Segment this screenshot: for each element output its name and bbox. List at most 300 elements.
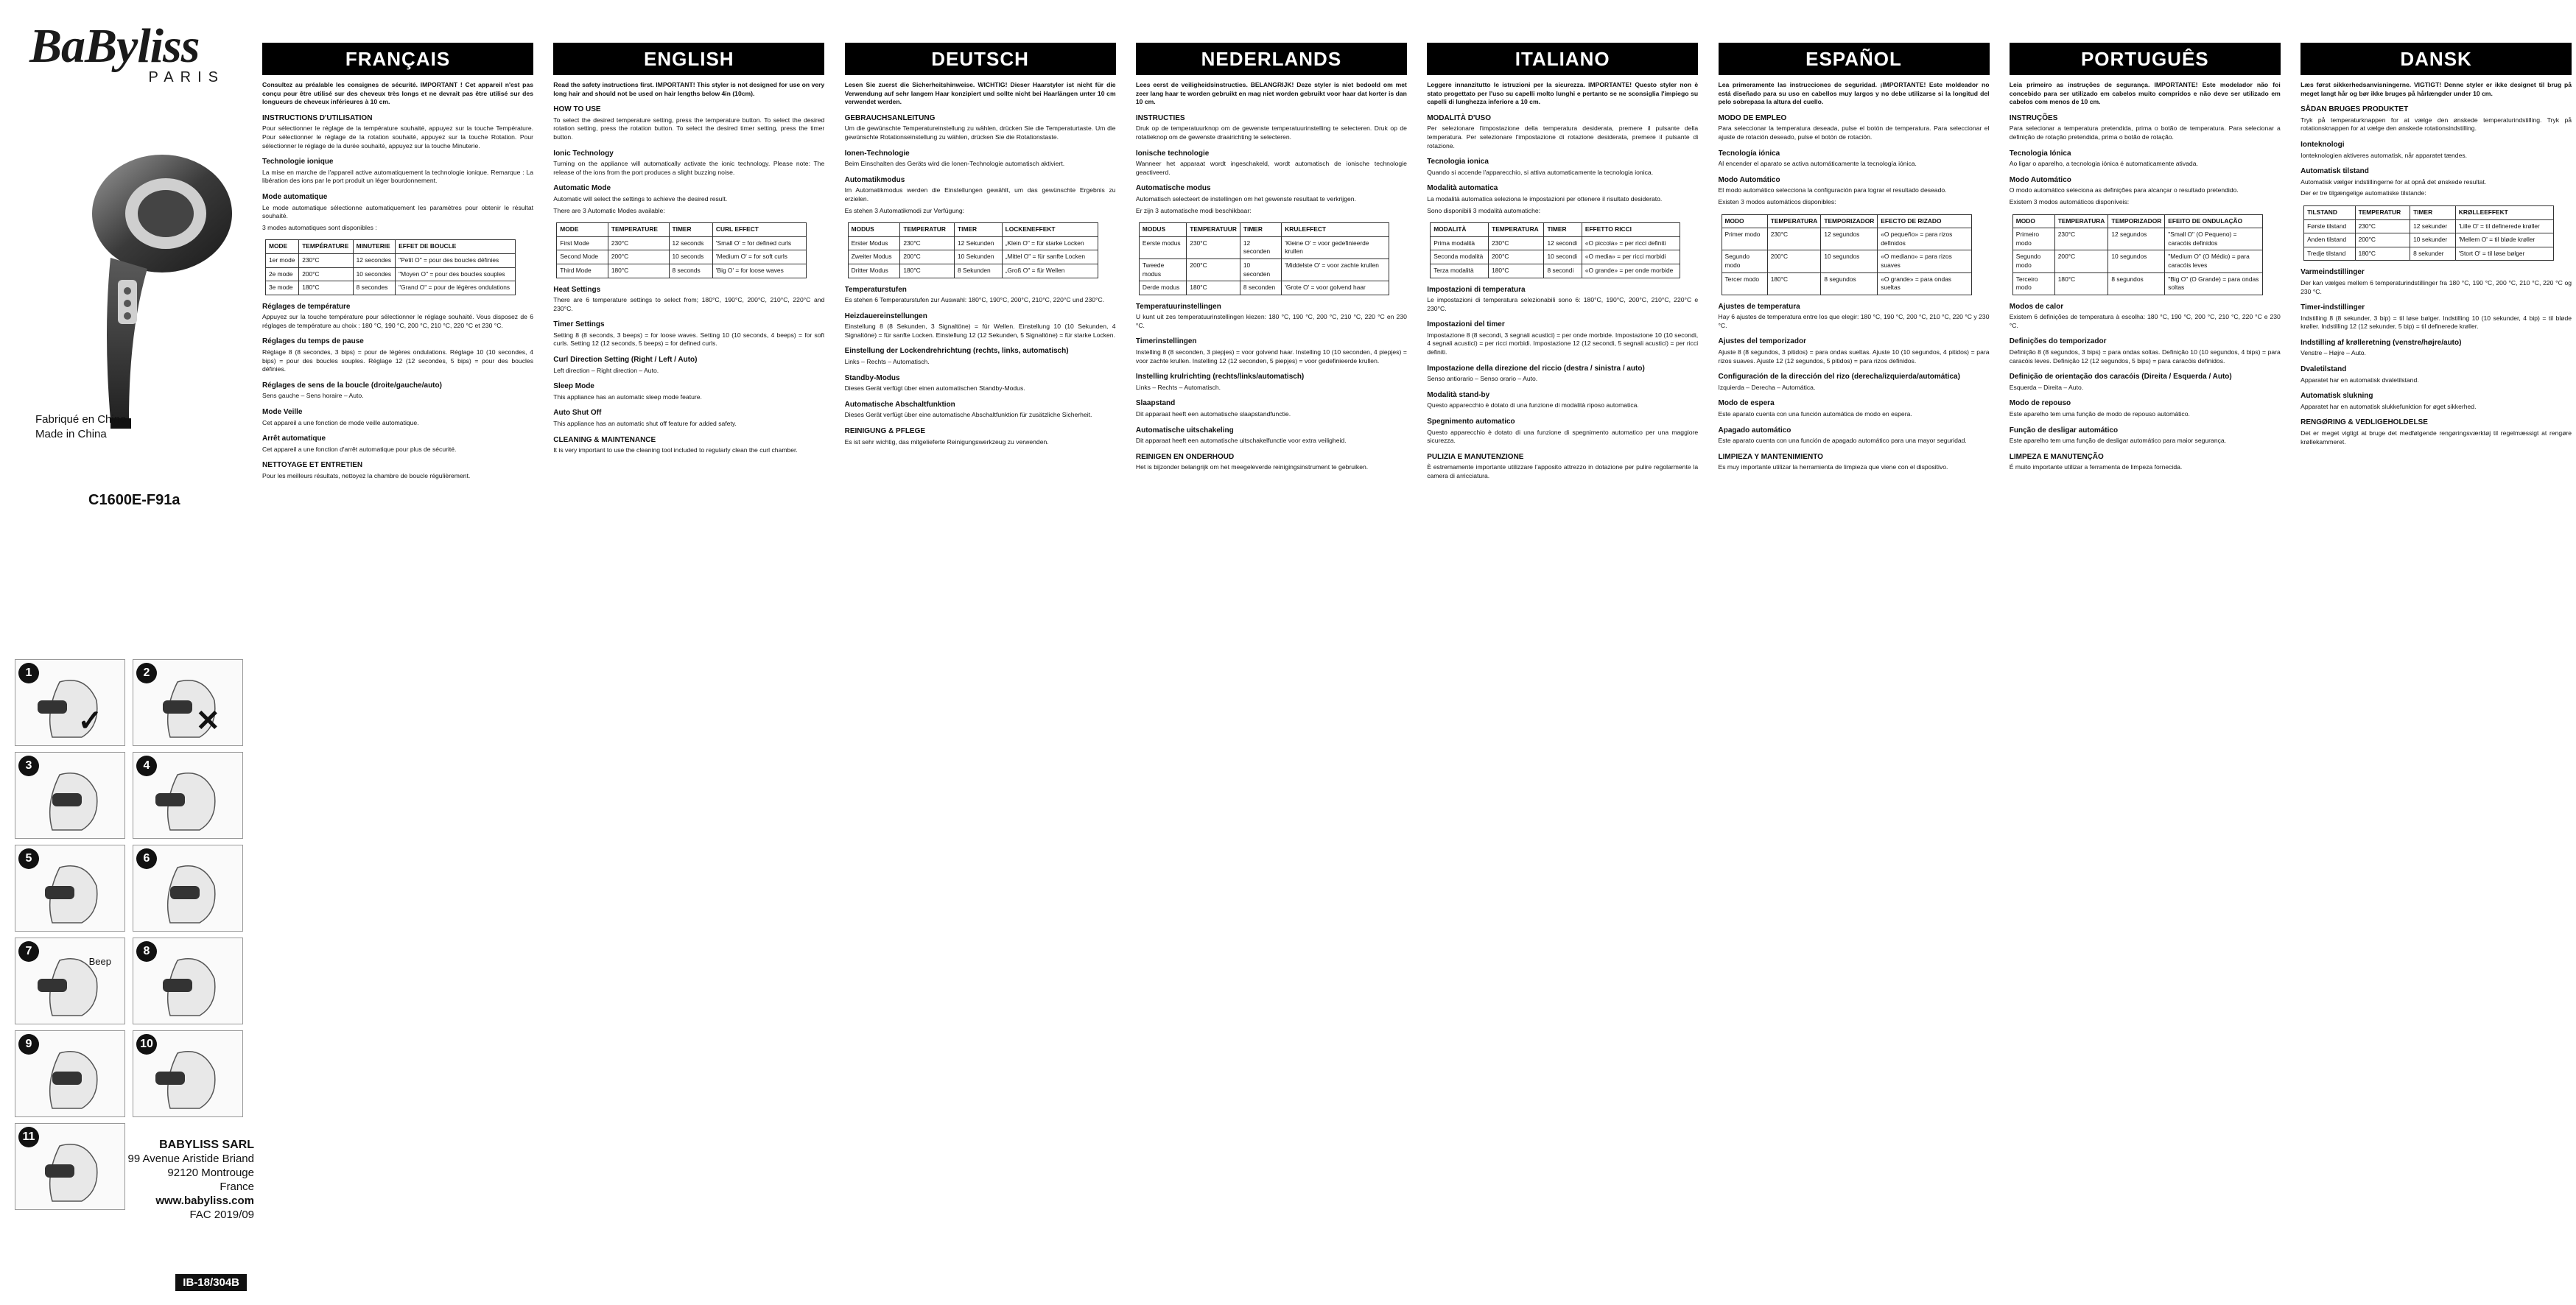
table-header-cell: MODUS: [848, 223, 900, 237]
section-heading: Definições do temporizador: [2009, 337, 2107, 346]
table-cell: 230°C: [1489, 236, 1544, 250]
table-header-cell: TEMPERATUUR: [1187, 223, 1240, 237]
table-cell: Erster Modus: [848, 236, 900, 250]
table-cell: "Big O" (O Grande) = para ondas soltas: [2165, 272, 2263, 295]
made-in-fr: Fabriqué en Chine: [35, 413, 127, 426]
section-text: Para seleccionar la temperatura deseada, pulse el botón de temperatura. Para seleccionar el ajuste de rotación deseado, pulse el botón de rotación.: [1718, 124, 1990, 141]
table-row: [266, 281, 516, 295]
table-header-cell: MODALITÀ: [1431, 223, 1489, 237]
table-header-cell: EFFETTO RICCI: [1582, 223, 1680, 237]
table-cell: 10 secondi: [1544, 250, 1582, 264]
language-header: NEDERLANDS: [1136, 43, 1407, 75]
modes-table: [1139, 222, 1389, 295]
table-row: [2304, 247, 2554, 261]
table-cell: 2e mode: [266, 267, 299, 281]
section-text: Cet appareil a une fonction d'arrêt automatique pour plus de sécurité.: [262, 445, 457, 453]
language-column-español: [1719, 43, 1990, 1295]
table-cell: „Mittel O" = für sanfte Locken: [1002, 250, 1098, 264]
table-row: [2012, 228, 2262, 250]
section-heading: LIMPIEZA Y MANTENIMIENTO: [1718, 452, 1823, 461]
section-heading: INSTRUCTIONS D'UTILISATION: [262, 113, 373, 122]
section-heading: Arrêt automatique: [262, 435, 326, 443]
section-text: Definição 8 (8 segundos, 3 bips) = para ondas soltas. Definição 10 (10 segundos, 4 bips) = para caracóis leves. Definição 12 (12 segundos, 5 bips) = para caracóis definidos.: [2009, 348, 2281, 365]
modes-table: [848, 222, 1098, 278]
table-cell: Dritter Modus: [848, 264, 900, 278]
language-header: ENGLISH: [553, 43, 824, 75]
table-cell: 10 Sekunden: [955, 250, 1003, 264]
table-cell: 'Small O' = for defined curls: [712, 236, 806, 250]
section-text: U kunt uit zes temperatuurinstellingen kiezen: 180 °C, 190 °C, 200 °C, 210 °C, 220 °C en 230 °C.: [1135, 313, 1407, 329]
language-body: [262, 81, 533, 1289]
document-code: IB-18/304B: [175, 1274, 247, 1291]
table-cell: 'Medium O' = for soft curls: [712, 250, 806, 264]
table-caption: Sono disponibili 3 modalità automatiche:: [1427, 206, 1541, 214]
table-cell: Tercer modo: [1722, 272, 1767, 295]
language-header: ESPAÑOL: [1719, 43, 1990, 75]
table-row: [1431, 264, 1680, 278]
section-heading: Definição de orientação dos caracóis (Direita / Esquerda / Auto): [2009, 373, 2232, 381]
table-cell: Primer modo: [1722, 228, 1767, 250]
sidebar: [0, 0, 254, 1305]
section-heading: Automatische modus: [1135, 184, 1211, 193]
table-header-row: [1139, 223, 1389, 237]
section-heading: Apagado automático: [1718, 426, 1791, 435]
language-column-français: [262, 43, 533, 1295]
section-text: Impostazione 8 (8 secondi, 3 segnali acustici) = per onde morbide. Impostazione 10 (10 secondi, 4 segnali acustici) = per ricci morbidi. Impostazione 12 (12 secondi, 5 segnali acustici) = per ricci definiti.: [1427, 331, 1699, 356]
intro-text: Leggere innanzitutto le istruzioni per la sicurezza. IMPORTANTE! Questo styler non è stato progettato per l'uso su capelli molto lunghi e pertanto se ne sconsiglia l'impiego su capelli di lunghezza inferiore a 10 cm.: [1427, 81, 1699, 106]
table-cell: 180°C: [1489, 264, 1544, 278]
section-text: Beim Einschalten des Geräts wird die Ionen-Technologie automatisch aktiviert.: [844, 160, 1065, 168]
section-heading: Impostazioni del timer: [1427, 320, 1505, 329]
fac-code: FAC 2019/09: [189, 1209, 254, 1221]
section-heading: RENGØRING & VEDLIGEHOLDELSE: [2300, 418, 2428, 427]
table-cell: 10 segundos: [1821, 250, 1878, 272]
section-heading: REINIGUNG & PFLEGE: [844, 427, 926, 436]
section-text: Pour sélectionner le réglage de la température souhaité, appuyez sur la touche Température. Pour sélectionner le réglage de la rotation souhaité, appuyez sur la touche Rotation. Pour sélectionner le réglage de la durée souhaité, appuyez sur la touche Minuterie.: [262, 124, 533, 150]
table-header-cell: TEMPERATURE: [608, 223, 669, 237]
table-caption: There are 3 Automatic Modes available:: [553, 206, 665, 214]
table-cell: 12 seconden: [1240, 236, 1281, 258]
section-text: Apparatet har en automatisk slukkefunktion for øget sikkerhed.: [2300, 402, 2477, 410]
section-heading: CLEANING & MAINTENANCE: [553, 435, 656, 444]
table-cell: First Mode: [557, 236, 608, 250]
language-body: [2010, 81, 2281, 1289]
step-number: 1: [18, 663, 39, 683]
language-header: DEUTSCH: [845, 43, 1116, 75]
table-row: [557, 236, 807, 250]
step-number: 7: [18, 941, 39, 962]
step-10-illustration: [133, 1030, 243, 1117]
section-text: Dieses Gerät verfügt über einen automatischen Standby-Modus.: [844, 384, 1025, 393]
language-header: DANSK: [2300, 43, 2572, 75]
section-text: Dit apparaat heeft een automatische slaapstandfunctie.: [1135, 410, 1291, 418]
table-row: [1139, 281, 1389, 295]
table-cell: 180°C: [1187, 281, 1240, 295]
section-heading: Automatic Mode: [553, 184, 611, 193]
section-heading: Heat Settings: [553, 285, 601, 294]
section-heading: Mode Veille: [262, 408, 303, 417]
table-header-row: [557, 223, 807, 237]
section-text: Ajuste 8 (8 segundos, 3 pitidos) = para ondas sueltas. Ajuste 10 (10 segundos, 4 pitidos) = para rizos suaves. Ajuste 12 (12 segundos, 5 pitidos) = para rizos definidos.: [1718, 348, 1990, 365]
language-column-dansk: [2300, 43, 2572, 1295]
section-heading: Standby-Modus: [844, 373, 900, 382]
section-heading: Timer Settings: [553, 320, 605, 329]
beep-label: Beep: [88, 956, 111, 967]
table-header-cell: TIMER: [669, 223, 712, 237]
table-cell: 230°C: [900, 236, 955, 250]
section-text: Este aparato cuenta con una función automática de modo en espera.: [1718, 410, 1912, 418]
section-heading: Automatisk tilstand: [2300, 167, 2369, 176]
section-text: Druk op de temperatuurknop om de gewenste temperatuurinstelling te selecteren. Druk op de rotatieknop om de gewenste draairichting te selecteren.: [1135, 124, 1407, 141]
section-heading: Dvaletilstand: [2300, 365, 2347, 374]
table-cell: 230°C: [299, 253, 353, 267]
section-heading: Tecnología iónica: [1718, 149, 1780, 158]
table-cell: Primeiro modo: [2012, 228, 2054, 250]
section-heading: PULIZIA E MANUTENZIONE: [1427, 452, 1524, 461]
table-cell: 230°C: [1187, 236, 1240, 258]
table-header-cell: TEMPERATUR: [900, 223, 955, 237]
table-caption: Der er tre tilgængelige automatiske tilstande:: [2300, 189, 2426, 197]
table-cell: 10 seconds: [669, 250, 712, 264]
table-caption: Existem 3 modos automáticos disponíveis:: [2009, 197, 2130, 205]
brand-logo: [29, 19, 250, 86]
table-row: [557, 250, 807, 264]
table-cell: 'Big O' = for loose waves: [712, 264, 806, 278]
section-text: Links – Rechts – Automatisch.: [1135, 383, 1221, 391]
table-cell: 200°C: [1489, 250, 1544, 264]
section-text: Este aparato cuenta con una función de apagado automático para una mayor seguridad.: [1718, 437, 1967, 445]
section-text: Izquierda – Derecha – Automática.: [1718, 383, 1816, 391]
table-header-cell: TEMPERATURA: [1489, 223, 1544, 237]
section-text: Ao ligar o aparelho, a tecnologia iónica é automaticamente ativada.: [2009, 160, 2198, 168]
section-text: Wanneer het apparaat wordt ingeschakeld, wordt automatisch de ionische technologie geactiveerd.: [1135, 160, 1407, 176]
table-caption: 3 modes automatiques sont disponibles :: [262, 223, 377, 231]
section-text: Der kan vælges mellem 6 temperaturindstillinger fra 180 °C, 190 °C, 200 °C, 210 °C, 220 °C og 230 °C.: [2300, 278, 2572, 295]
step-8-illustration: [133, 938, 243, 1024]
step-number: 4: [136, 756, 157, 776]
section-text: Réglage 8 (8 secondes, 3 bips) = pour de légères ondulations. Réglage 10 (10 secondes, 4 bips) = pour des boucles souples. Réglage 12 (12 secondes, 5 bips) = pour des boucles définies.: [262, 348, 533, 373]
step-11-illustration: [15, 1123, 125, 1210]
table-cell: «O pequeño» = para rizos definidos: [1878, 228, 1971, 250]
section-heading: Curl Direction Setting (Right / Left / Auto): [553, 356, 698, 365]
language-columns: [262, 43, 2572, 1295]
table-row: [2012, 250, 2262, 272]
section-heading: Einstellung der Lockendrehrichtung (rechts, links, automatisch): [844, 347, 1069, 356]
section-text: Ionteknologien aktiveres automatisk, når apparatet tændes.: [2300, 151, 2468, 159]
table-cell: Seconda modalità: [1431, 250, 1489, 264]
section-heading: Automatikmodus: [844, 175, 905, 184]
section-text: Links – Rechts – Automatisch.: [844, 358, 930, 366]
table-row: [1139, 236, 1389, 258]
section-heading: Modo Automático: [1718, 175, 1780, 184]
section-heading: Réglages de sens de la boucle (droite/gauche/auto): [262, 381, 442, 390]
section-heading: INSTRUÇÕES: [2009, 113, 2058, 122]
modes-table: [1722, 214, 1972, 295]
section-heading: Ajustes de temperatura: [1718, 302, 1800, 311]
table-cell: Segundo modo: [1722, 250, 1767, 272]
table-cell: 230°C: [2355, 219, 2410, 233]
table-cell: 8 sekunder: [2410, 247, 2456, 261]
section-text: Um die gewünschte Temperatureinstellung zu wählen, drücken Sie die Temperaturtaste. Um die gewünschte Rotationseinstellung zu wählen, drücken Sie die Rotationstaste.: [844, 124, 1116, 141]
section-heading: Réglages du temps de pause: [262, 337, 364, 346]
table-header-cell: MODO: [1722, 214, 1767, 228]
section-text: Esquerda – Direita – Auto.: [2009, 383, 2084, 391]
table-cell: 'Kleine O' = voor gedefinieerde krullen: [1282, 236, 1389, 258]
language-column-italiano: [1427, 43, 1698, 1295]
language-header: PORTUGUÊS: [2010, 43, 2281, 75]
section-heading: LIMPEZA E MANUTENÇÃO: [2009, 452, 2104, 461]
table-cell: Second Mode: [557, 250, 608, 264]
section-heading: Instelling krulrichting (rechts/links/automatisch): [1135, 373, 1305, 381]
table-cell: 230°C: [608, 236, 669, 250]
table-cell: "Small O" (O Pequeno) = caracóis definidos: [2165, 228, 2263, 250]
table-cell: Tweede modus: [1139, 258, 1186, 281]
section-text: Instelling 8 (8 seconden, 3 piepjes) = voor golvend haar. Instelling 10 (10 seconden, 4 piepjes) = voor zachte krullen. Instelling 12 (12 seconden, 5 piepjes) = voor gedefinieerde krullen.: [1135, 348, 1407, 365]
table-header-cell: KRØLLEEFFEKT: [2455, 205, 2553, 219]
step-5-illustration: [15, 845, 125, 932]
table-header-cell: EFECTO DE RIZADO: [1878, 214, 1971, 228]
table-cell: 200°C: [2355, 233, 2410, 247]
modes-table: [1430, 222, 1680, 278]
language-body: [2300, 81, 2572, 1289]
section-text: Appuyez sur la touche température pour sélectionner le réglage souhaité. Vous disposez de 6 réglages de température au choix : 180 °C, 190 °C, 200 °C, 210 °C, 220 °C et 230 °C.: [262, 313, 533, 329]
section-heading: Ionic Technology: [553, 149, 614, 158]
section-text: Hay 6 ajustes de temperatura entre los que elegir: 180 °C, 190 °C, 200 °C, 210 °C, 220 °C y 230 °C.: [1718, 313, 1990, 329]
modes-table: [2303, 205, 2554, 261]
table-cell: «O media» = per ricci morbidi: [1582, 250, 1680, 264]
table-row: [1431, 236, 1680, 250]
table-cell: 12 segundos: [2108, 228, 2165, 250]
table-cell: "Moyen O" = pour des boucles souples: [396, 267, 516, 281]
product-illustration: [0, 110, 250, 442]
table-row: [848, 250, 1098, 264]
step-1-illustration: [15, 659, 125, 746]
intro-text: Read the safety instructions first. IMPORTANT! This styler is not designed for use on very long hair and should not be used on hair lengths below 4in (10cm).: [553, 81, 825, 97]
step-4-illustration: [133, 752, 243, 839]
section-heading: Timerinstellingen: [1135, 337, 1197, 346]
table-cell: 200°C: [1767, 250, 1821, 272]
website-link[interactable]: www.babyliss.com: [155, 1195, 254, 1207]
made-in-text: [35, 412, 126, 442]
section-text: Turning on the appliance will automatically activate the ionic technology. Please note: The release of the ions from the port produces a slight buzzing noise.: [553, 160, 825, 176]
table-header-cell: CURL EFFECT: [712, 223, 806, 237]
section-text: Einstellung 8 (8 Sekunden, 3 Signaltöne) = für Wellen. Einstellung 10 (10 Sekunden, 4 Signaltöne) = für sanfte Locken. Einstellung 12 (12 Sekunden, 5 Signaltöne) = für starke Locken.: [844, 323, 1116, 339]
section-heading: GEBRAUCHSANLEITUNG: [844, 113, 936, 122]
table-caption: Es stehen 3 Automatikmodi zur Verfügung:: [844, 206, 965, 214]
step-7-illustration: [15, 938, 125, 1024]
table-header-cell: MODE: [557, 223, 608, 237]
table-row: [1431, 250, 1680, 264]
table-cell: 230°C: [1767, 228, 1821, 250]
section-text: Dit apparaat heeft een automatische uitschakelfunctie voor extra veiligheid.: [1135, 437, 1347, 445]
brand-name: BaByliss: [29, 19, 200, 73]
table-cell: Anden tilstand: [2304, 233, 2356, 247]
address-city: 92120 Montrouge: [167, 1167, 254, 1179]
step-9-illustration: [15, 1030, 125, 1117]
section-heading: Sleep Mode: [553, 382, 594, 391]
table-cell: 'Stort O' = til løse bølger: [2455, 247, 2553, 261]
section-text: Im Automatikmodus werden die Einstellungen gewählt, um das gewünschte Ergebnis zu erzielen.: [844, 186, 1116, 203]
section-heading: INSTRUCTIES: [1135, 113, 1185, 122]
table-cell: 10 segundos: [2108, 250, 2165, 272]
table-row: [1722, 228, 1971, 250]
table-header-row: [848, 223, 1098, 237]
section-text: To select the desired temperature setting, press the temperature button. To select the desired rotation setting, press the rotation button. To select the desired timer setting, press the timer button.: [553, 116, 825, 141]
table-header-cell: TIMER: [1240, 223, 1281, 237]
section-heading: Impostazioni di temperatura: [1427, 285, 1526, 294]
section-text: Indstilling 8 (8 sekunder, 3 bip) = til løse bølger. Indstilling 10 (10 sekunder, 4 bip) = til bløde krøller. Indstilling 12 (12 sekunder, 5 bip) = til definerede krøller.: [2300, 314, 2572, 331]
section-heading: Automatisk slukning: [2300, 392, 2373, 401]
section-text: Tryk på temperaturknappen for at vælge den ønskede temperaturindstilling. Tryk på rotationsknappen for at vælge den ønskede rotationsindstilling.: [2300, 116, 2572, 133]
language-body: [1427, 81, 1698, 1289]
table-cell: 10 secondes: [353, 267, 396, 281]
table-cell: „Groß O" = für Wellen: [1002, 264, 1098, 278]
table-row: [1722, 250, 1971, 272]
address-street: 99 Avenue Aristide Briand: [127, 1153, 254, 1165]
table-header-cell: EFEITO DE ONDULAÇÃO: [2165, 214, 2263, 228]
section-heading: REINIGEN EN ONDERHOUD: [1135, 452, 1235, 461]
table-header-cell: TIMER: [955, 223, 1003, 237]
table-cell: 200°C: [608, 250, 669, 264]
section-text: Este aparelho tem uma função de modo de repouso automático.: [2009, 410, 2190, 418]
section-heading: Ionteknologi: [2300, 140, 2345, 149]
step-number: 2: [136, 663, 157, 683]
table-header-cell: MODE: [266, 240, 299, 254]
company-name: BABYLISS SARL: [159, 1139, 254, 1151]
table-header-row: [1722, 214, 1971, 228]
section-heading: Ionen-Technologie: [844, 149, 910, 158]
table-cell: 8 secondi: [1544, 264, 1582, 278]
section-heading: Slaapstand: [1135, 399, 1176, 408]
table-header-cell: MINUTERIE: [353, 240, 396, 254]
table-cell: 200°C: [900, 250, 955, 264]
modes-table: [556, 222, 807, 278]
table-cell: «O piccola» = per ricci definiti: [1582, 236, 1680, 250]
section-text: This appliance has an automatic shut off feature for added safety.: [553, 420, 737, 428]
table-row: [1139, 258, 1389, 281]
table-cell: 180°C: [2054, 272, 2108, 295]
table-cell: 10 seconden: [1240, 258, 1281, 281]
intro-text: Læs først sikkerhedsanvisningerne. VIGTIGT! Denne styler er ikke designet til brug på meget langt hår og bør ikke bruges på hårlængder under 10 cm.: [2300, 81, 2572, 97]
section-text: Questo apparecchio è dotato di una funzione di spegnimento automatico per una maggiore sicurezza.: [1427, 428, 1699, 445]
section-heading: HOW TO USE: [553, 105, 601, 114]
table-row: [266, 267, 516, 281]
table-cell: 10 sekunder: [2410, 233, 2456, 247]
table-header-cell: LOCKENEFFEKT: [1002, 223, 1098, 237]
section-text: Automatic will select the settings to achieve the desired result.: [553, 194, 728, 203]
brand-subtitle: PARIS: [148, 69, 225, 85]
language-column-english: [553, 43, 824, 1295]
table-cell: 8 segundos: [2108, 272, 2165, 295]
section-text: Este aparelho tem uma função de desligar automático para maior segurança.: [2009, 437, 2227, 445]
language-column-nederlands: [1136, 43, 1407, 1295]
section-heading: Modos de calor: [2009, 302, 2064, 311]
table-cell: 12 segundos: [1821, 228, 1878, 250]
section-heading: Tecnologia Iónica: [2009, 149, 2071, 158]
table-cell: 12 secondes: [353, 253, 396, 267]
table-row: [2012, 272, 2262, 295]
table-cell: 8 secondes: [353, 281, 396, 295]
table-cell: 230°C: [2054, 228, 2108, 250]
section-heading: Mode automatique: [262, 192, 328, 201]
section-text: La mise en marche de l'appareil active automatiquement la technologie ionique. Remarque : La libération des ions par le port produit un léger bourdonnement.: [262, 168, 533, 185]
section-text: Det er meget vigtigt at bruge det medfølgende rengøringsværktøj til regelmæssigt at rengøre krøllekammeret.: [2300, 429, 2572, 446]
table-header-row: [2012, 214, 2262, 228]
language-body: [845, 81, 1116, 1289]
step-number: 11: [18, 1127, 39, 1147]
language-body: [1136, 81, 1407, 1289]
intro-text: Lees eerst de veiligheidsinstructies. BELANGRIJK! Deze styler is niet bedoeld om met zeer lang haar te worden gebruikt en mag niet worden gebruikt voor haar dat korter is dan 10 cm.: [1135, 81, 1407, 106]
table-header-cell: TILSTAND: [2304, 205, 2356, 219]
table-header-cell: KRULEFFECT: [1282, 223, 1389, 237]
table-row: [266, 253, 516, 267]
section-text: Venstre – Højre – Auto.: [2300, 349, 2366, 357]
table-header-cell: TIMER: [1544, 223, 1582, 237]
table-row: [557, 264, 807, 278]
table-header-cell: TEMPÉRATURE: [299, 240, 353, 254]
section-text: Setting 8 (8 seconds, 3 beeps) = for loose waves. Setting 10 (10 seconds, 4 beeps) = for soft curls. Setting 12 (12 seconds, 5 beeps) = for defined curls.: [553, 331, 825, 348]
step-3-illustration: [15, 752, 125, 839]
section-text: Para selecionar a temperatura pretendida, prima o botão de temperatura. Para selecionar a definição de rotação pretendida, prima o botão de rotação.: [2009, 124, 2281, 141]
language-column-português: [2010, 43, 2281, 1295]
check-icon: ✓: [77, 705, 102, 737]
table-header-row: [266, 240, 516, 254]
section-heading: SÅDAN BRUGES PRODUKTET: [2300, 105, 2409, 114]
language-header: ITALIANO: [1427, 43, 1698, 75]
section-text: Per selezionare l'impostazione della temperatura desiderata, premere il pulsante della temperatura. Per selezionare l'impostazione di rotazione desiderata, premere il pulsante di rotazione.: [1427, 124, 1699, 150]
table-cell: 1er mode: [266, 253, 299, 267]
table-cell: Zweiter Modus: [848, 250, 900, 264]
section-text: Het is bijzonder belangrijk om het meegeleverde reinigingsinstrument te gebruiken.: [1135, 463, 1369, 471]
section-text: Dieses Gerät verfügt über eine automatische Abschaltfunktion für zusätzliche Sicherheit.: [844, 411, 1092, 419]
section-text: Left direction – Right direction – Auto.: [553, 366, 659, 374]
section-text: È estremamente importante utilizzare l'apposito attrezzo in dotazione per pulire regolarmente la camera di arricciatura.: [1427, 463, 1699, 479]
language-header: FRANÇAIS: [262, 43, 533, 75]
section-heading: Impostazione della direzione del riccio (destra / sinistra / auto): [1427, 364, 1645, 373]
table-cell: 12 secondi: [1544, 236, 1582, 250]
table-row: [2304, 233, 2554, 247]
section-heading: Varmeindstillinger: [2300, 268, 2365, 277]
section-heading: NETTOYAGE ET ENTRETIEN: [262, 461, 363, 470]
section-heading: Temperaturstufen: [844, 285, 907, 294]
intro-text: Consultez au préalable les consignes de sécurité. IMPORTANT ! Cet appareil n'est pas conçu pour être utilisé sur des cheveux très longs et ne devrait pas être utilisé sur des longueurs de cheveux inférieures à 10 cm.: [262, 81, 533, 106]
section-text: Automatisch selecteert de instellingen om het gewenste resultaat te verkrijgen.: [1135, 194, 1356, 203]
intro-text: Leia primeiro as instruções de segurança. IMPORTANTE! Este modelador não foi concebido para ser utilizado em cabelos muito compridos e não deve ser utilizado em cabelos com menos de 10 cm.: [2009, 81, 2281, 106]
modes-table: [265, 239, 516, 295]
section-text: Es muy importante utilizar la herramienta de limpieza que viene con el dispositivo.: [1718, 463, 1948, 471]
section-heading: Heizdauereinstellungen: [844, 312, 927, 320]
section-text: This appliance has an automatic sleep mode feature.: [553, 393, 702, 401]
table-caption: Existen 3 modos automáticos disponibles:: [1718, 197, 1836, 205]
table-header-row: [1431, 223, 1680, 237]
company-address: [118, 1138, 254, 1222]
model-number: C1600E-F91a: [88, 492, 180, 508]
section-heading: Tecnologia ionica: [1427, 158, 1489, 166]
section-text: Es ist sehr wichtig, das mitgelieferte Reinigungswerkzeug zu verwenden.: [844, 437, 1049, 446]
table-header-cell: TEMPERATURA: [1767, 214, 1821, 228]
table-cell: «O grande» = per onde morbide: [1582, 264, 1680, 278]
section-text: Pour les meilleurs résultats, nettoyez la chambre de boucle régulièrement.: [262, 472, 471, 479]
table-cell: 8 seconds: [669, 264, 712, 278]
made-in-en: Made in China: [35, 428, 107, 440]
table-cell: 3e mode: [266, 281, 299, 295]
table-cell: Eerste modus: [1139, 236, 1186, 258]
table-row: [2304, 219, 2554, 233]
table-cell: 200°C: [299, 267, 353, 281]
table-cell: «O grande» = para ondas sueltas: [1878, 272, 1971, 295]
section-heading: Função de desligar automático: [2009, 426, 2119, 435]
section-text: Automatisk vælger indstillingerne for at opnå det ønskede resultat.: [2300, 177, 2487, 186]
